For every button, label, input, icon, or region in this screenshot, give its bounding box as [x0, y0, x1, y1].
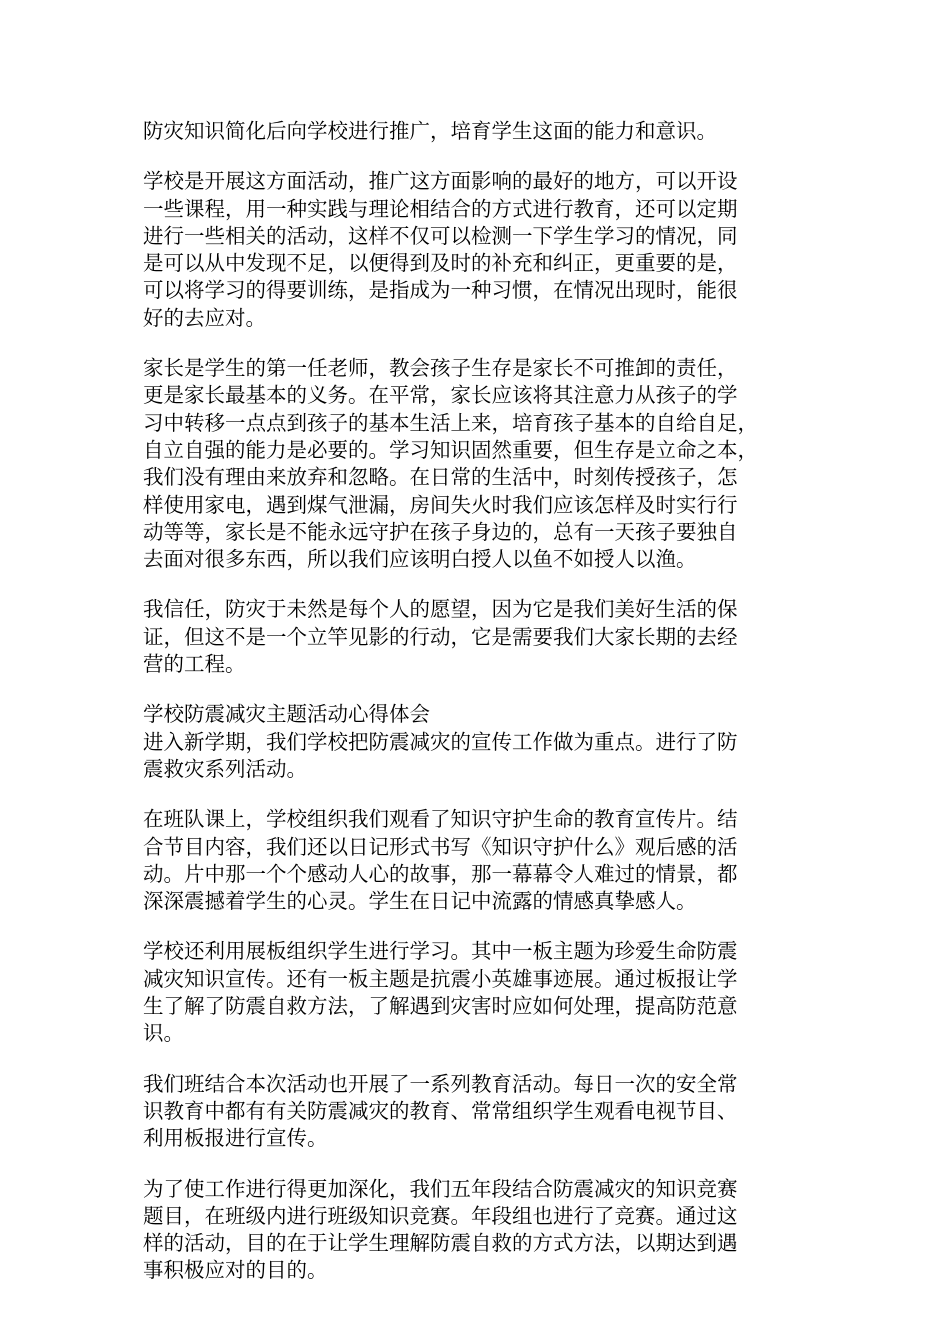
paragraph-gap	[143, 145, 803, 168]
paragraph-gap	[143, 573, 803, 596]
paragraph-class-activities: 我们班结合本次活动也开展了一系列教育活动。每日一次的安全常 识教育中都有有关防震减灾的教育、常常组织学生观看电视节目、 利用板报进行宣传。	[143, 1071, 738, 1151]
paragraph-class-meeting: 在班队课上，学校组织我们观看了知识守护生命的教育宣传片。结 合节目内容，我们还以日记形式书写《知识守护什么》观后感的活 动。片中那一个个感动人心的故事，那一幕幕令人难过的情景，都 深深震撼着学生的心灵。学生在日记中流露的情感真挚感人。	[143, 807, 738, 914]
paragraph-knowledge-contest: 为了使工作进行得更加深化，我们五年段结合防震减灾的知识竞赛 题目，在班级内进行班级知识竞赛。年段组也进行了竞赛。通过这 样的活动，目的在于让学生理解防震自救的方式方法，以期达到遇 事积极应对的目的。	[143, 1176, 738, 1283]
paragraph-gap	[143, 332, 803, 355]
paragraph-display-boards: 学校还利用展板组织学生进行学习。其中一板主题为珍爱生命防震 减灾知识宣传。还有一板主题是抗震小英雄事迹展。通过板报让学 生了解了防震自救方法，了解遇到灾害时应如何处理，提高防范意 识。	[143, 939, 738, 1046]
section-heading-and-intro: 学校防震减灾主题活动心得体会 进入新学期，我们学校把防震减灾的宣传工作做为重点。进行了防 震救灾系列活动。	[143, 702, 738, 781]
paragraph-gap	[143, 915, 803, 938]
paragraph-gap	[143, 1153, 803, 1176]
document-page	[143, 118, 803, 1285]
paragraph-gap	[143, 1048, 803, 1071]
paragraph-school-role: 学校是开展这方面活动，推广这方面影响的最好的地方，可以开设 一些课程，用一种实践与理论相结合的方式进行教育，还可以定期 进行一些相关的活动，这样不仅可以检测一下学生学习的情况，同 是可以从中发现不足，以便得到及时的补充和纠正，更重要的是， 可以将学习的得要训练，是指成为一种习惯，在情况出现时，能很 好的去应对。	[143, 169, 738, 330]
paragraph-parents-role: 家长是学生的第一任老师，教会孩子生存是家长不可推卸的责任， 更是家长最基本的义务。在平常，家长应该将其注意力从孩子的学 习中转移一点点到孩子的基本生活上来，培育孩子基本的自给自足， 自立自强的能力是必要的。学习知识固然重要，但生存是立命之本， 我们没有理由来放弃和忽略。在日常的生活中，时刻传授孩子，怎 样使用家电，遇到煤气泄漏，房间失火时我们应该怎样及时实行行 动等等，家长是不能永远守护在孩子身边的，总有一天孩子要独自 去面对很多东西，所以我们应该明白授人以鱼不如授人以渔。	[143, 356, 758, 572]
paragraph-intro: 防灾知识简化后向学校进行推广，培育学生这面的能力和意识。	[143, 119, 717, 143]
paragraph-belief: 我信任，防灾于未然是每个人的愿望，因为它是我们美好生活的保 证，但这不是一个立竿见影的行动，它是需要我们大家长期的去经 营的工程。	[143, 597, 738, 677]
paragraph-gap	[143, 678, 803, 701]
paragraph-gap	[143, 783, 803, 806]
